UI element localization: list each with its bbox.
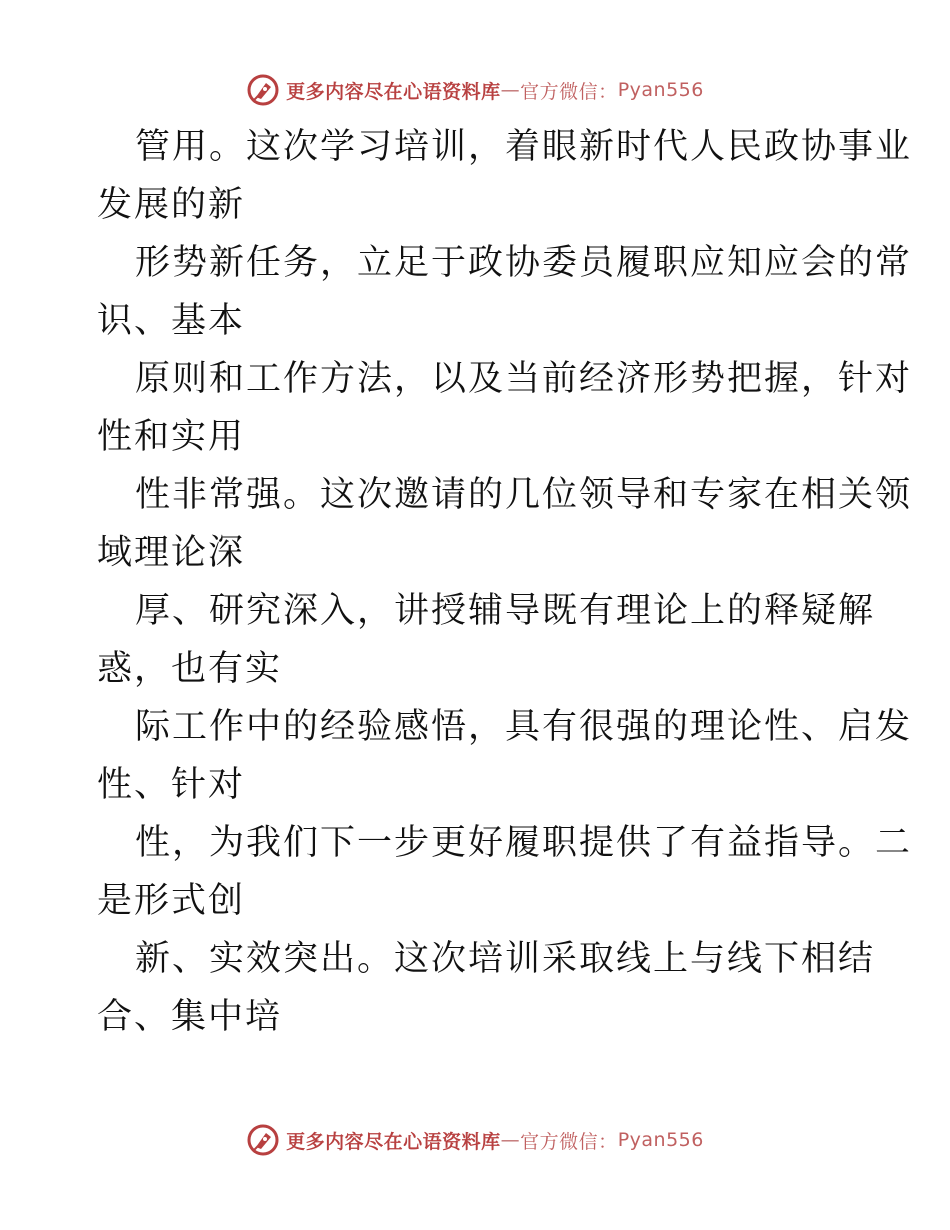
watermark-wechat-label: 官方微信： <box>520 1130 618 1153</box>
text-line: 发展的新 <box>97 185 246 225</box>
text-line: 形势新任务，立足于政协委员履职应知应会的常 <box>135 243 913 283</box>
watermark-main-text: 更多内容尽在心语资料库 <box>286 1130 501 1153</box>
text-line: 性和实用 <box>97 417 246 457</box>
text-line: 际工作中的经验感悟，具有很强的理论性、启发 <box>135 707 913 747</box>
text-line: 惑，也有实 <box>97 649 283 689</box>
watermark-footer <box>0 1120 950 1160</box>
document-body <box>97 118 913 1046</box>
pen-nib-logo-icon <box>246 73 280 107</box>
watermark-wechat-id: Pyan556 <box>617 79 704 101</box>
text-line: 管用。这次学习培训，着眼新时代人民政协事业 <box>135 127 913 167</box>
text-line: 性，为我们下一步更好履职提供了有益指导。二 <box>135 823 913 863</box>
watermark-wechat-label: 官方微信： <box>520 80 618 103</box>
text-line: 性非常强。这次邀请的几位领导和专家在相关领 <box>135 475 913 515</box>
text-line: 合、集中培 <box>97 997 283 1037</box>
text-line: 识、基本 <box>97 301 246 341</box>
watermark-dash: — <box>500 1129 521 1151</box>
text-line: 新、实效突出。这次培训采取线上与线下相结 <box>135 939 876 979</box>
watermark-wechat-id: Pyan556 <box>617 1129 704 1151</box>
text-line: 原则和工作方法，以及当前经济形势把握，针对 <box>135 359 913 399</box>
watermark-main-text: 更多内容尽在心语资料库 <box>286 80 501 103</box>
watermark-header <box>0 70 950 110</box>
watermark-dash: — <box>500 79 521 101</box>
text-line: 厚、研究深入，讲授辅导既有理论上的释疑解 <box>135 591 876 631</box>
text-line: 是形式创 <box>97 881 246 921</box>
pen-nib-logo-icon <box>246 1123 280 1157</box>
text-line: 性、针对 <box>97 765 246 805</box>
text-line: 域理论深 <box>97 533 246 573</box>
